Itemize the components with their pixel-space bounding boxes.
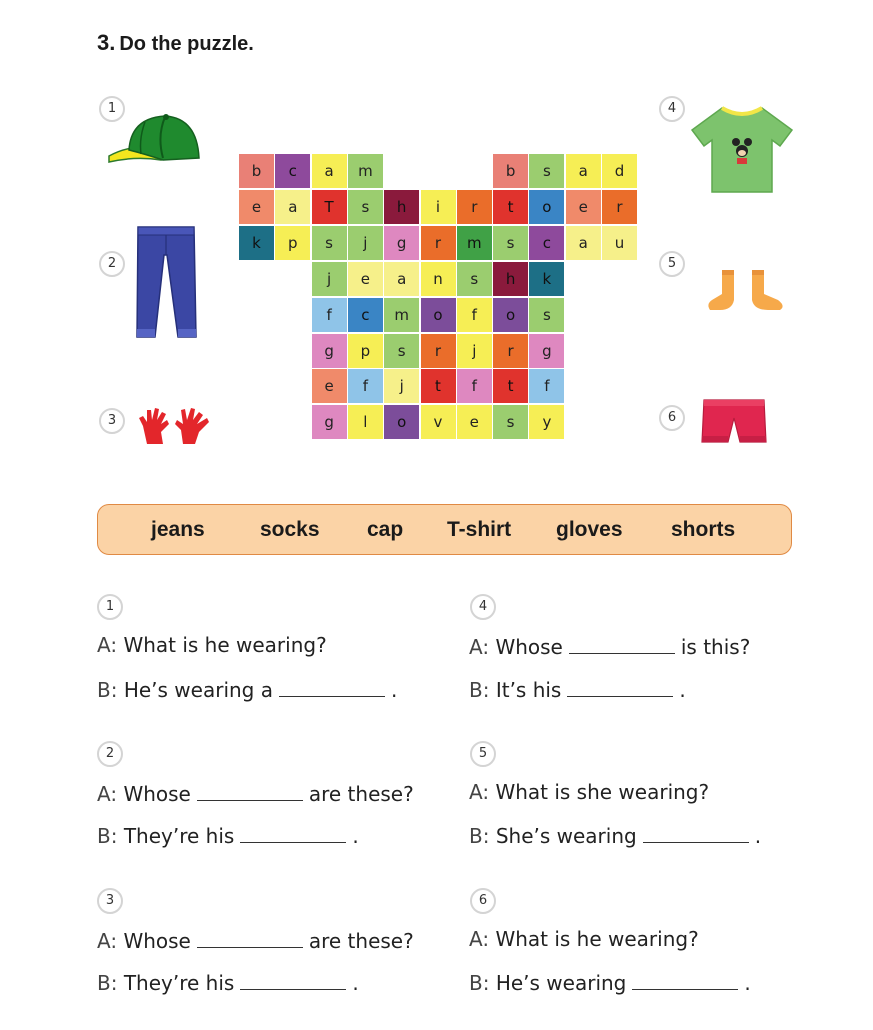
- dialogue-line-a: A: Whose is this?: [469, 635, 751, 659]
- puzzle-cell: p: [275, 226, 311, 261]
- puzzle-cell: e: [312, 369, 348, 404]
- dialogue-number-badge: 6: [470, 888, 496, 914]
- answer-blank[interactable]: [240, 969, 346, 990]
- word-bank-item: gloves: [556, 518, 623, 541]
- dialogue-line-a: A: Whose are these?: [97, 782, 414, 806]
- puzzle-cell: e: [566, 190, 602, 225]
- puzzle-cell: m: [348, 154, 384, 189]
- picture-number-badge: 3: [99, 408, 125, 434]
- puzzle-cell: a: [275, 190, 311, 225]
- puzzle-cell: a: [312, 154, 348, 189]
- puzzle-cell: g: [384, 226, 420, 261]
- puzzle-cell: a: [566, 154, 602, 189]
- dialogue-line-b: B: They’re his .: [97, 824, 359, 848]
- puzzle-cell: T: [312, 190, 348, 225]
- dialogue-number-badge: 4: [470, 594, 496, 620]
- puzzle-cell: o: [529, 190, 565, 225]
- puzzle-cell: s: [529, 298, 565, 333]
- puzzle-cell: i: [421, 190, 457, 225]
- puzzle-cell: f: [529, 369, 565, 404]
- puzzle-cell: g: [312, 334, 348, 369]
- puzzle-cell: k: [239, 226, 275, 261]
- picture-number-badge: 5: [659, 251, 685, 277]
- dialogue-line-b: B: He’s wearing .: [469, 971, 751, 995]
- word-bank-item: T-shirt: [447, 518, 512, 541]
- dialogue-number-badge: 3: [97, 888, 123, 914]
- puzzle-cell: f: [457, 298, 493, 333]
- puzzle-cell: n: [421, 262, 457, 297]
- puzzle-cell: r: [493, 334, 529, 369]
- puzzle-cell: r: [421, 226, 457, 261]
- word-bank-item: jeans: [151, 518, 205, 541]
- word-bank-item: socks: [260, 518, 320, 541]
- puzzle-cell: g: [312, 405, 348, 440]
- puzzle-cell: s: [312, 226, 348, 261]
- jeans-icon: [134, 225, 198, 339]
- puzzle-cell: r: [421, 334, 457, 369]
- puzzle-cell: m: [457, 226, 493, 261]
- puzzle-cell: s: [493, 405, 529, 440]
- dialogue-line-b: B: They’re his .: [97, 971, 359, 995]
- puzzle-cell: a: [566, 226, 602, 261]
- puzzle-cell: g: [529, 334, 565, 369]
- word-bank-item: shorts: [671, 518, 736, 541]
- puzzle-cell: t: [493, 190, 529, 225]
- dialogue-number-badge: 5: [470, 741, 496, 767]
- puzzle-cell: f: [348, 369, 384, 404]
- shorts-icon: [700, 396, 768, 446]
- puzzle-cell: b: [239, 154, 275, 189]
- exercise-title: [97, 30, 254, 56]
- answer-blank[interactable]: [279, 676, 385, 697]
- puzzle-cell: s: [457, 262, 493, 297]
- dialogue-line-b: B: It’s his .: [469, 678, 686, 702]
- answer-blank[interactable]: [643, 822, 749, 843]
- answer-blank[interactable]: [197, 780, 303, 801]
- picture-number-badge: 6: [659, 405, 685, 431]
- puzzle-cell: s: [529, 154, 565, 189]
- puzzle-cell: p: [348, 334, 384, 369]
- puzzle-cell: e: [239, 190, 275, 225]
- gloves-icon: [137, 406, 213, 446]
- puzzle-cell: l: [348, 405, 384, 440]
- puzzle-cell: r: [457, 190, 493, 225]
- puzzle-cell: u: [602, 226, 638, 261]
- answer-blank[interactable]: [567, 676, 673, 697]
- puzzle-cell: j: [384, 369, 420, 404]
- dialogue-line-b: B: He’s wearing a .: [97, 678, 398, 702]
- picture-number-badge: 2: [99, 251, 125, 277]
- puzzle-cell: h: [493, 262, 529, 297]
- puzzle-cell: c: [529, 226, 565, 261]
- puzzle-cell: s: [348, 190, 384, 225]
- exercise-number: 3.: [97, 30, 116, 55]
- answer-blank[interactable]: [197, 927, 303, 948]
- answer-blank[interactable]: [632, 969, 738, 990]
- puzzle-cell: f: [457, 369, 493, 404]
- puzzle-cell: k: [529, 262, 565, 297]
- dialogue-line-a: A: What is he wearing?: [97, 633, 327, 657]
- puzzle-cell: s: [493, 226, 529, 261]
- socks-icon: [706, 266, 796, 314]
- answer-blank[interactable]: [240, 822, 346, 843]
- puzzle-cell: j: [312, 262, 348, 297]
- tshirt-icon: [688, 104, 796, 194]
- puzzle-cell: j: [457, 334, 493, 369]
- puzzle-cell: o: [493, 298, 529, 333]
- picture-number-badge: 4: [659, 96, 685, 122]
- exercise-instruction: Do the puzzle.: [119, 33, 254, 55]
- puzzle-cell: b: [493, 154, 529, 189]
- puzzle-cell: e: [457, 405, 493, 440]
- cap-icon: [105, 112, 203, 170]
- puzzle-cell: j: [348, 226, 384, 261]
- picture-number-badge: 1: [99, 96, 125, 122]
- puzzle-cell: s: [384, 334, 420, 369]
- answer-blank[interactable]: [569, 633, 675, 654]
- dialogue-line-b: B: She’s wearing .: [469, 824, 762, 848]
- word-bank: [97, 504, 792, 555]
- puzzle-cell: y: [529, 405, 565, 440]
- puzzle-cell: f: [312, 298, 348, 333]
- puzzle-cell: c: [348, 298, 384, 333]
- puzzle-cell: o: [421, 298, 457, 333]
- puzzle-cell: m: [384, 298, 420, 333]
- puzzle-cell: t: [493, 369, 529, 404]
- puzzle-cell: v: [421, 405, 457, 440]
- puzzle-cell: c: [275, 154, 311, 189]
- dialogue-line-a: A: What is he wearing?: [469, 927, 699, 951]
- puzzle-cell: r: [602, 190, 638, 225]
- word-bank-item: cap: [367, 518, 404, 541]
- dialogue-number-badge: 1: [97, 594, 123, 620]
- puzzle-cell: d: [602, 154, 638, 189]
- puzzle-cell: h: [384, 190, 420, 225]
- puzzle-cell: o: [384, 405, 420, 440]
- dialogue-number-badge: 2: [97, 741, 123, 767]
- puzzle-cell: a: [384, 262, 420, 297]
- puzzle-cell: t: [421, 369, 457, 404]
- puzzle-cell: e: [348, 262, 384, 297]
- dialogue-line-a: A: What is she wearing?: [469, 780, 710, 804]
- dialogue-line-a: A: Whose are these?: [97, 929, 414, 953]
